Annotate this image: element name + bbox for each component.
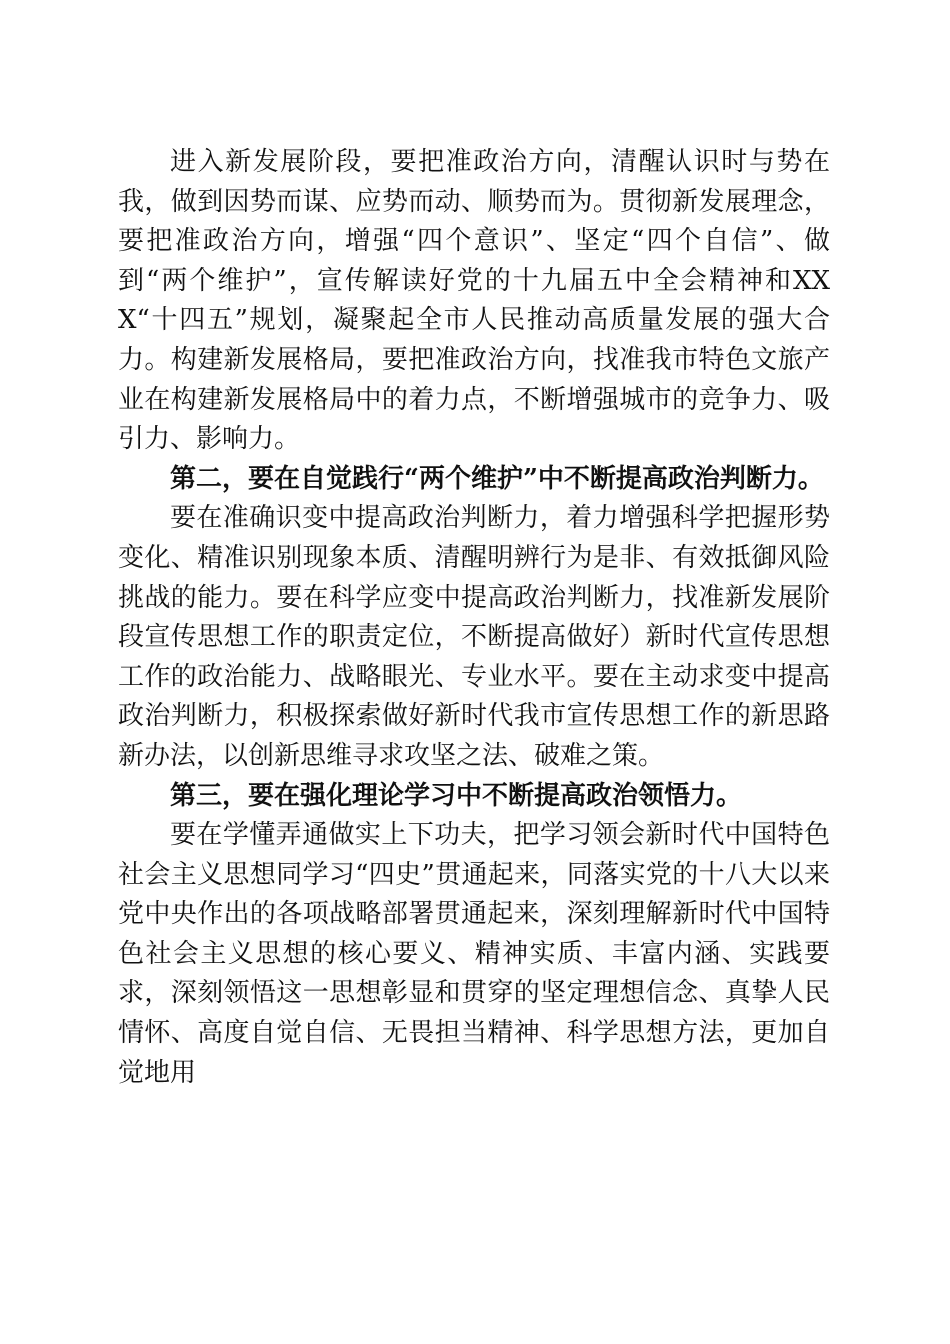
body-paragraph-1: 进入新发展阶段，要把准政治方向，清醒认识时与势在我，做到因势而谋、应势而动、顺势而为。贯彻新发展理念，要把准政治方向，增强“四个意识”、坚定“四个自信”、做到“两个维护”，宣传解读好党的十九届五中全会精神和XXX“十四五”规划，凝聚起全市人民推动高质量发展的强大合力。构建新发展格局，要把准政治方向，找准我市特色文旅产业在构建新发展格局中的着力点，不断增强城市的竞争力、吸引力、影响力。 (118, 147, 830, 455)
section-heading-3: 第三，要在强化理论学习中不断提高政治领悟力。 (170, 780, 743, 811)
section-heading-2: 第二，要在自觉践行“两个维护”中不断提高政治判断力。 (170, 463, 824, 494)
body-paragraph-2: 要在准确识变中提高政治判断力，着力增强科学把握形势变化、精准识别现象本质、清醒明辨行为是非、有效抵御风险挑战的能力。要在科学应变中提高政治判断力，找准新发展阶段宣传思想工作的职责定位，不断提高做好）新时代宣传思想工作的政治能力、战略眼光、专业水平。要在主动求变中提高政治判断力，积极探索做好新时代我市宣传思想工作的新思路新办法，以创新思维寻求攻坚之法、破难之策。 (118, 503, 830, 771)
body-paragraph-3: 要在学懂弄通做实上下功夫，把学习领会新时代中国特色社会主义思想同学习“四史”贯通起来，同落实党的十八大以来党中央作出的各项战略部署贯通起来，深刻理解新时代中国特色社会主义思想的核心要义、精神实质、丰富内涵、实践要求，深刻领悟这一思想彰显和贯穿的坚定理想信念、真挚人民情怀、高度自觉自信、无畏担当精神、科学思想方法，更加自觉地用 (118, 820, 830, 1088)
document-page (118, 143, 830, 1093)
